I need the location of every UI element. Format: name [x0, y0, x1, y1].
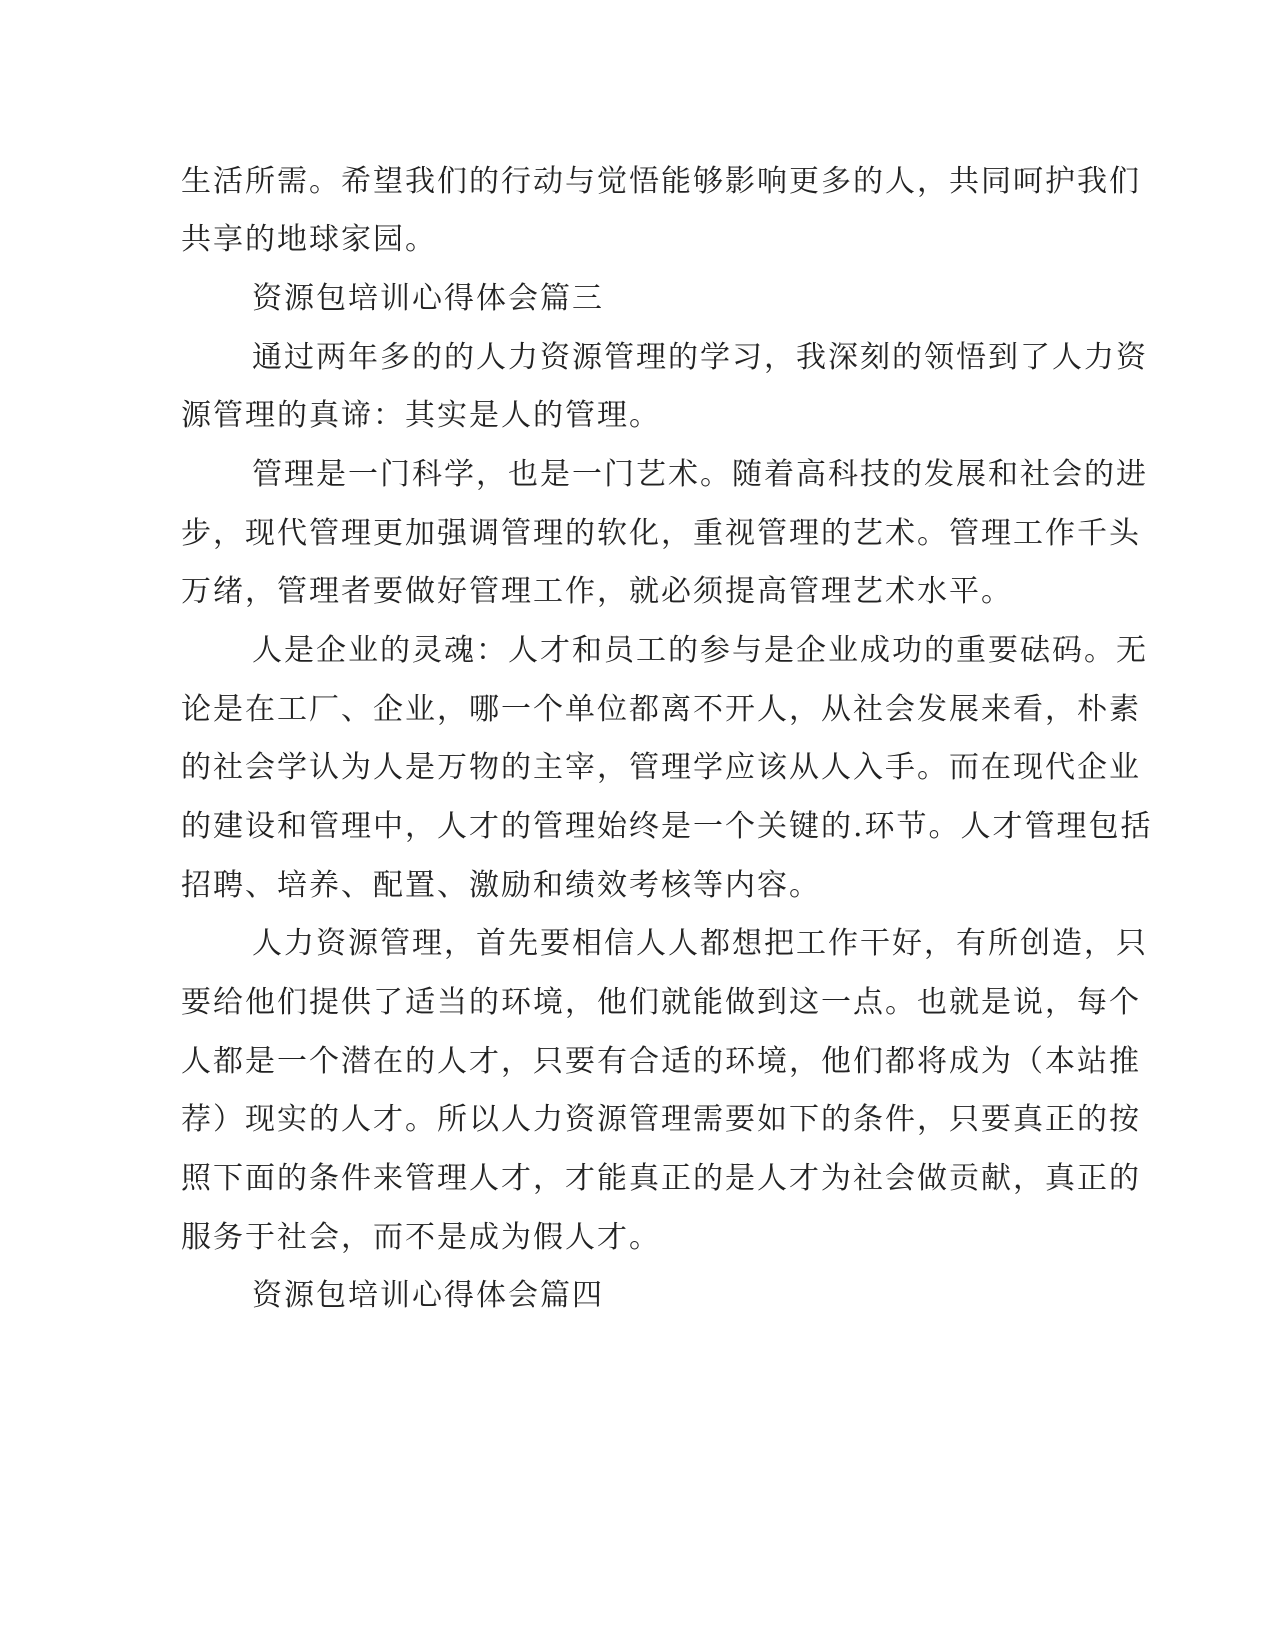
text-line-14: 人力资源管理，首先要相信人人都想把工作干好，有所创造，只	[252, 926, 1148, 961]
text-line-5: 源管理的真谛：其实是人的管理。	[181, 398, 661, 433]
text-line-19: 服务于社会，而不是成为假人才。	[181, 1220, 661, 1255]
text-line-12: 的建设和管理中，人才的管理始终是一个关键的.环节。人才管理包括	[181, 809, 1153, 844]
text-line-13: 招聘、培养、配置、激励和绩效考核等内容。	[181, 868, 821, 903]
text-line-16: 人都是一个潜在的人才，只要有合适的环境，他们都将成为（本站推	[181, 1044, 1141, 1079]
text-line-8: 万绪，管理者要做好管理工作，就必须提高管理艺术水平。	[181, 574, 1013, 609]
section-heading-3: 资源包培训心得体会篇三	[252, 281, 604, 316]
text-line-2: 共享的地球家园。	[181, 222, 437, 257]
text-line-15: 要给他们提供了适当的环境，他们就能做到这一点。也就是说，每个	[181, 985, 1141, 1020]
text-line-6: 管理是一门科学，也是一门艺术。随着高科技的发展和社会的进	[252, 457, 1148, 492]
text-line-9: 人是企业的灵魂：人才和员工的参与是企业成功的重要砝码。无	[252, 633, 1148, 668]
text-line-17: 荐）现实的人才。所以人力资源管理需要如下的条件，只要真正的按	[181, 1102, 1141, 1137]
text-line-10: 论是在工厂、企业，哪一个单位都离不开人，从社会发展来看，朴素	[181, 692, 1141, 727]
text-line-4: 通过两年多的的人力资源管理的学习，我深刻的领悟到了人力资	[252, 340, 1148, 375]
text-line-11: 的社会学认为人是万物的主宰，管理学应该从人入手。而在现代企业	[181, 750, 1141, 785]
section-heading-4: 资源包培训心得体会篇四	[252, 1278, 604, 1313]
text-line-18: 照下面的条件来管理人才，才能真正的是人才为社会做贡献，真正的	[181, 1161, 1141, 1196]
text-line-7: 步，现代管理更加强调管理的软化，重视管理的艺术。管理工作千头	[181, 516, 1141, 551]
text-line-1: 生活所需。希望我们的行动与觉悟能够影响更多的人，共同呵护我们	[181, 164, 1141, 199]
